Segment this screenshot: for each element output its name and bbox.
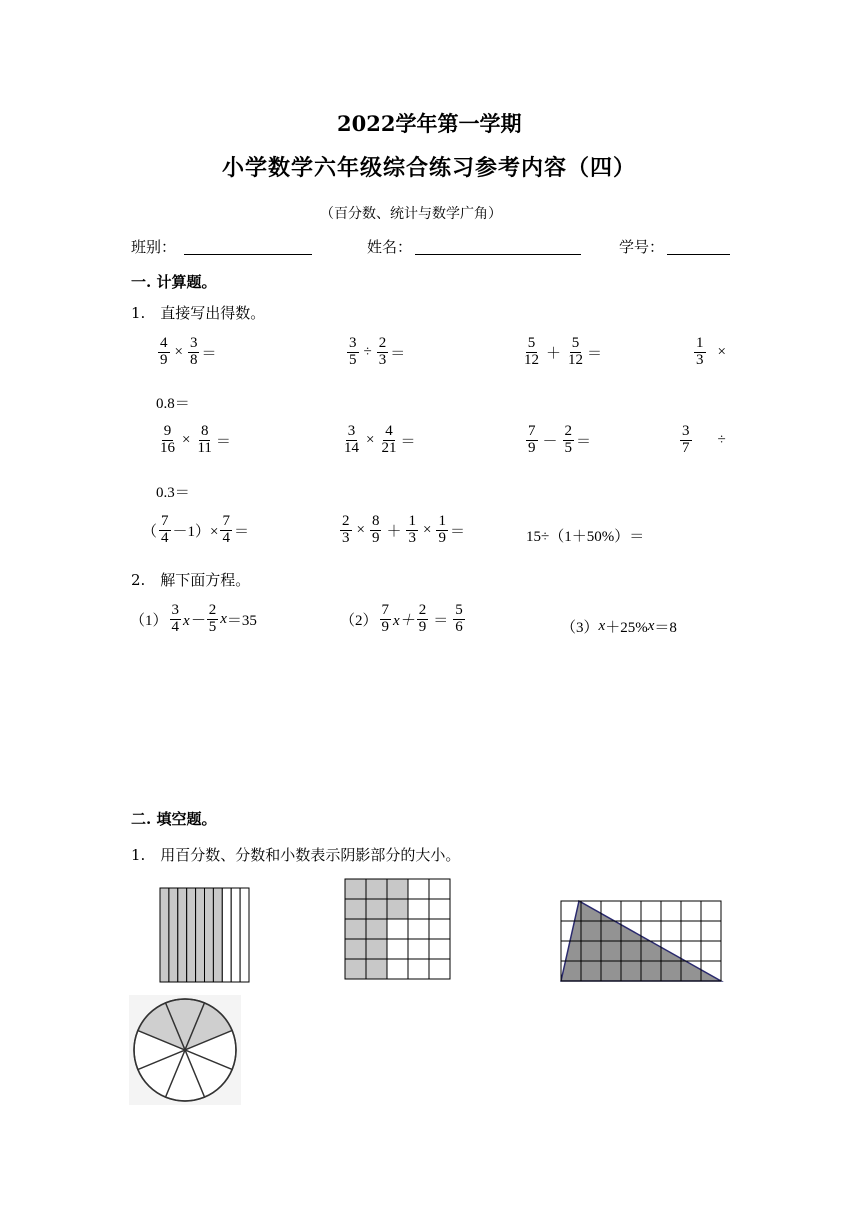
blank-cell [387, 939, 408, 959]
calc-r3-b: $\frac{2}{3}$ × $\frac{8}{9}$ ＋ $\frac{1}{3}$ × $\frac{1}{9}$ ＝ [342, 513, 465, 546]
blank-cell [408, 939, 429, 959]
name-blank[interactable] [415, 254, 581, 255]
shaded-cell [366, 879, 387, 899]
calc-r1-c: $\frac{5}{12}$ ＋ $\frac{5}{12}$ ＝ [524, 335, 603, 368]
calc-r3-a: （ $\frac{7}{4}$ －1）× $\frac{7}{4}$ ＝ [142, 513, 249, 546]
blank-cell [387, 919, 408, 939]
equation-3: （3） x ＋25% x ＝8 [561, 618, 677, 636]
blank-cell [408, 899, 429, 919]
shaded-strip [196, 888, 205, 982]
grid-cell [701, 901, 721, 921]
shaded-cell [366, 959, 387, 979]
calc-r2-d: $\frac{3}{7}$ ÷ [682, 423, 726, 456]
blank-cell [408, 919, 429, 939]
shaded-cell [366, 939, 387, 959]
shaded-cell [345, 899, 366, 919]
grid-cell [641, 901, 661, 921]
blank-cell [429, 939, 450, 959]
class-blank[interactable] [184, 254, 312, 255]
blank-strip [231, 888, 240, 982]
shaded-cell [366, 919, 387, 939]
figure-strips [159, 887, 250, 983]
calc-r1-d: $\frac{1}{3}$ × [696, 335, 726, 368]
grid-cell [701, 921, 721, 941]
shaded-cell [387, 879, 408, 899]
title-line-2: 小学数学六年级综合练习参考内容（四） [222, 155, 637, 181]
shaded-cell [345, 879, 366, 899]
grid-cell [681, 901, 701, 921]
blank-cell [429, 919, 450, 939]
equation-1: （1） $\frac{3}{4}$ x－ $\frac{2}{5}$ x ＝35 [130, 602, 257, 635]
blank-strip [222, 888, 231, 982]
grid-cell [621, 901, 641, 921]
calc-r1-a: $\frac{4}{9}$ × $\frac{3}{8}$ ＝ [160, 335, 217, 368]
equation-2: （2） $\frac{7}{9}$ x＋ $\frac{2}{9}$ ＝ $\frac{5}{6}$ [340, 602, 463, 635]
calc-r1-b: $\frac{3}{5}$ ÷ $\frac{2}{3}$ ＝ [349, 335, 406, 368]
shaded-cell [345, 939, 366, 959]
shaded-strip [205, 888, 214, 982]
section2-heading: 二. 填空题。 [131, 810, 217, 828]
grid-cell [661, 921, 681, 941]
shaded-cell [366, 899, 387, 919]
shaded-strip [213, 888, 222, 982]
shaded-strip [160, 888, 169, 982]
blank-cell [408, 879, 429, 899]
grid-cell [661, 901, 681, 921]
blank-cell [429, 899, 450, 919]
blank-strip [240, 888, 249, 982]
figure-triangle-grid [560, 900, 725, 985]
shaded-cell [345, 959, 366, 979]
blank-cell [429, 959, 450, 979]
calc-r2-b: $\frac{3}{14}$ × $\frac{4}{21}$ ＝ [344, 423, 416, 456]
calc-r2-c: $\frac{7}{9}$ － $\frac{2}{5}$ ＝ [528, 423, 592, 456]
name-label: 姓名： [367, 238, 413, 256]
blank-cell [429, 879, 450, 899]
grid-cell [701, 941, 721, 961]
calc-r1-wrap: 0.8＝ [156, 396, 190, 412]
subtitle: （百分数、统计与数学广角） [320, 206, 502, 222]
class-label: 班别： [131, 238, 177, 256]
blank-cell [408, 959, 429, 979]
blank-cell [387, 959, 408, 979]
grid-cell [681, 941, 701, 961]
shaded-strip [169, 888, 178, 982]
figure-grid-5x5 [344, 878, 451, 981]
title-line-1: 2022学年第一学期 [337, 111, 522, 136]
grid-cell [681, 921, 701, 941]
number-blank[interactable] [667, 254, 730, 255]
q2-label: 2. 解下面方程。 [131, 571, 251, 589]
number-label: 学号： [619, 238, 665, 256]
calc-r3-c: 15÷（1＋50%）＝ [526, 529, 645, 545]
section1-heading: 一. 计算题。 [131, 273, 217, 291]
section2-q1-label: 1. 用百分数、分数和小数表示阴影部分的大小。 [131, 846, 461, 864]
q1-label: 1. 直接写出得数。 [131, 304, 266, 322]
shaded-cell [387, 899, 408, 919]
figure-circle-sectors [129, 995, 241, 1105]
calc-r2-a: $\frac{9}{16}$ × $\frac{8}{11}$ ＝ [160, 423, 231, 456]
calc-r2-wrap: 0.3＝ [156, 485, 190, 501]
shaded-strip [178, 888, 187, 982]
shaded-strip [187, 888, 196, 982]
shaded-cell [345, 919, 366, 939]
